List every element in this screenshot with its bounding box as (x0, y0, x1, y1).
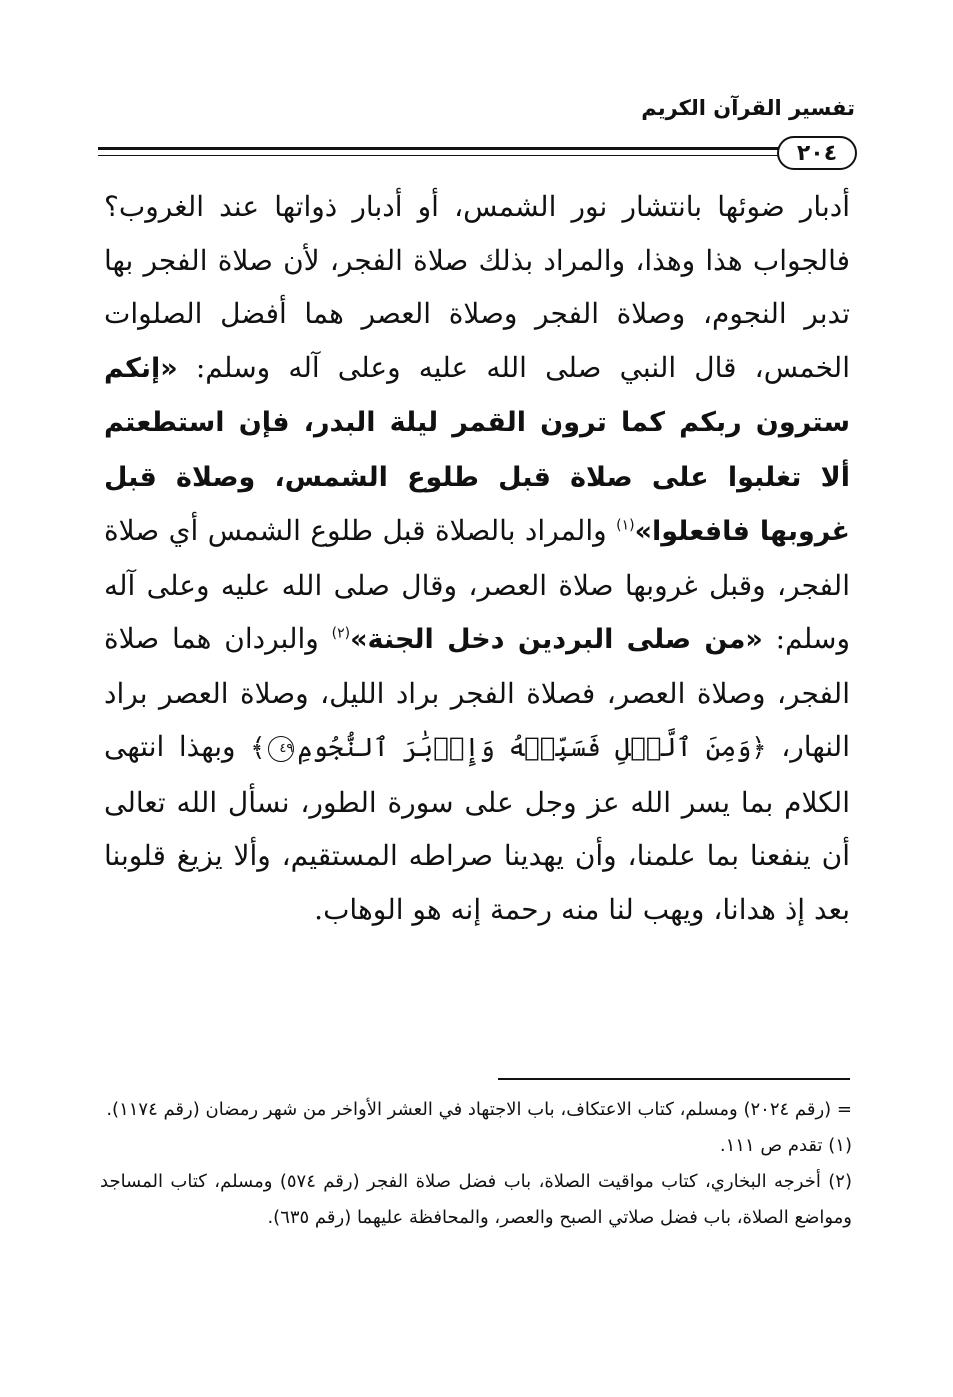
footnotes (100, 1092, 852, 1236)
footnote-ref-2[interactable]: (٢) (331, 625, 351, 642)
verse-text: وَمِنَ ٱلَّيۡلِ فَسَبِّحۡهُ وَإِدۡبَٰرَ ٱلنُّجُومِ (297, 733, 752, 763)
ornate-bracket-open: ﴿ (751, 733, 767, 763)
footnote-separator (498, 1078, 850, 1080)
footnote-continued: = (رقم ٢٠٢٤) ومسلم، كتاب الاعتكاف، باب الاجتهاد في العشر الأواخر من شهر رمضان (رقم ١١٧٤). (106, 1099, 852, 1120)
quran-verse (250, 733, 767, 763)
verse-number: ٤٩ (268, 736, 294, 762)
hadith-quote-1: «إنكم سترون ربكم كما ترون القمر ليلة البدر، فإن استطعتم ألا تغلبوا على صلاة قبل طلوع الشمس، وصلاة قبل غروبها فافعلوا» (104, 352, 851, 547)
running-title: تفسير القرآن الكريم (641, 96, 855, 120)
header-rule (98, 147, 810, 150)
page-number: ٢٠٤ (777, 136, 857, 170)
header-rule-thin (98, 155, 810, 156)
paragraph-bardan: والبردان هما صلاة الفجر، وصلاة العصر، فصلاة الفجر براد الليل، وصلاة العصر براد النهار، (104, 622, 850, 763)
paragraph-closing: وبهذا انتهى الكلام بما يسر الله عز وجل على سورة الطور، نسأل الله تعالى أن ينفعنا بما علمنا، وأن يهدينا صراطه المستقيم، وألا يزيغ قلوبنا بعد إذ هدانا، ويهب لنا منه رحمة إنه هو الوهاب. (104, 730, 851, 926)
paragraph-explanation: والمراد بالصلاة قبل طلوع الشمس أي صلاة الفجر، وقبل غروبها صلاة العصر، وقال صلى الله عليه وعلى آله وسلم: (104, 514, 850, 655)
main-text (104, 180, 850, 936)
paragraph-intro: أدبار ضوئها بانتشار نور الشمس، أو أدبار ذواتها عند الغروب؟ فالجواب هذا وهذا، والمراد بذلك صلاة الفجر، لأن صلاة الفجر بها تدبر النجوم، وصلاة الفجر وصلاة العصر هما أفضل الصلوات الخمس، قال النبي صلى الله عليه وعلى آله وسلم: (104, 190, 850, 384)
ornate-bracket-close: ﴾ (250, 733, 266, 763)
footnote-ref-1[interactable]: (١) (616, 517, 635, 534)
hadith-quote-2: «من صلى البردين دخل الجنة» (350, 624, 763, 655)
footnote-1: (١) تقدم ص ١١١. (719, 1135, 852, 1156)
footnote-2: (٢) أخرجه البخاري، كتاب مواقيت الصلاة، باب فضل صلاة الفجر (رقم ٥٧٤) ومسلم، كتاب المساجد ومواضع الصلاة، باب فضل صلاتي الصبح والعصر، والمحافظة عليهما (رقم ٦٣٥). (100, 1171, 852, 1228)
